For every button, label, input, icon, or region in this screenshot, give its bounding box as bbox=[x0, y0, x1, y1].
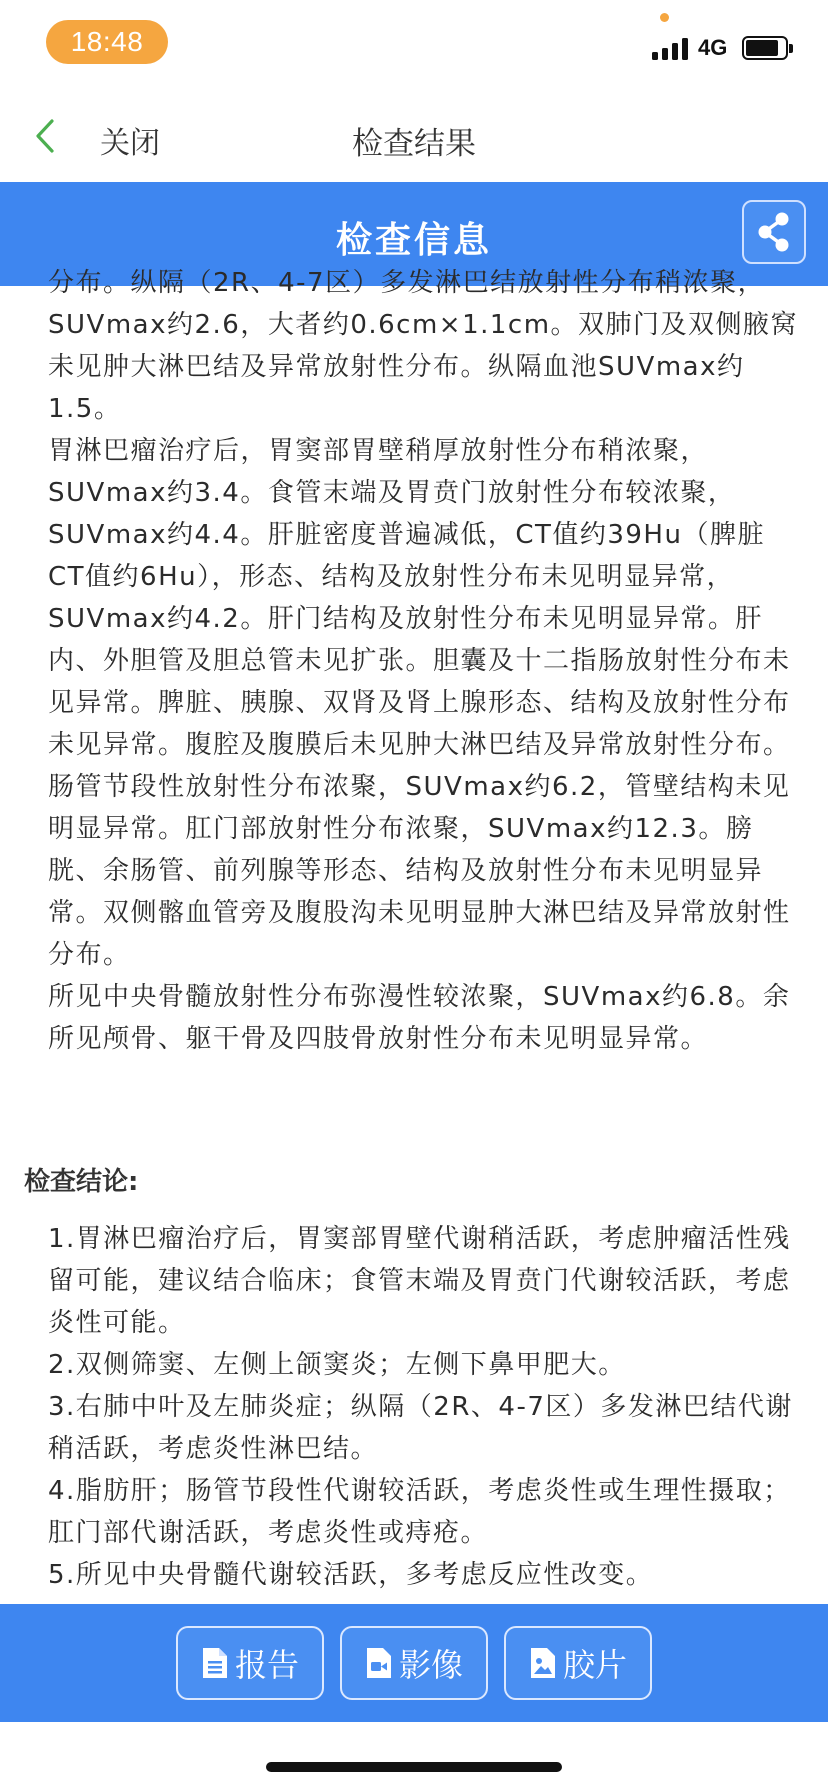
conclusion-item: 4.脂肪肝；肠管节段性代谢较活跃，考虑炎性或生理性摄取；肛门部代谢活跃，考虑炎性或痔疮。 bbox=[48, 1476, 791, 1548]
conclusion-heading: 检查结论: bbox=[24, 1167, 139, 1197]
findings-paragraph: 分布。纵隔（2R、4-7区）多发淋巴结放射性分布稍浓聚，SUVmax约2.6，大者约0.6cm×1.1cm。双肺门及双侧腋窝未见肿大淋巴结及异常放射性分布。纵隔血池SUVmax约1.5。 bbox=[48, 268, 799, 424]
report-content[interactable] bbox=[0, 268, 828, 1604]
navigation-bar bbox=[0, 90, 828, 182]
findings-section bbox=[48, 262, 800, 1060]
conclusion-item: 3.右肺中叶及左肺炎症；纵隔（2R、4-7区）多发淋巴结代谢稍活跃，考虑炎性淋巴结。 bbox=[48, 1392, 793, 1464]
network-type: 4G bbox=[698, 35, 728, 60]
report-button-label: 报告 bbox=[234, 1646, 299, 1684]
film-button-label: 胶片 bbox=[562, 1646, 627, 1684]
section-title: 检查信息 bbox=[335, 220, 492, 261]
findings-paragraph: 肠管节段性放射性分布浓聚，SUVmax约6.2，管壁结构未见明显异常。肛门部放射性分布浓聚，SUVmax约12.3。膀胱、余肠管、前列腺等形态、结构及放射性分布未见明显异常。双侧髂血管旁及腹股沟未见明显肿大淋巴结及异常放射性分布。 bbox=[48, 772, 791, 970]
findings-paragraph: 所见中央骨髓放射性分布弥漫性较浓聚，SUVmax约6.8。余所见颅骨、躯干骨及四肢骨放射性分布未见明显异常。 bbox=[48, 982, 791, 1054]
status-bar bbox=[0, 0, 828, 90]
action-bar bbox=[0, 1604, 828, 1722]
conclusion-item: 5.所见中央骨髓代谢较活跃，多考虑反应性改变。 bbox=[48, 1560, 654, 1590]
home-indicator[interactable] bbox=[266, 1762, 562, 1772]
conclusion-item: 1.胃淋巴瘤治疗后，胃窦部胃壁代谢稍活跃，考虑肿瘤活性残留可能，建议结合临床；食管末端及胃贲门代谢较活跃，考虑炎性可能。 bbox=[48, 1224, 791, 1338]
image-button-label: 影像 bbox=[398, 1646, 463, 1684]
signal-strength-icon bbox=[652, 36, 690, 60]
close-button[interactable]: 关闭 bbox=[100, 126, 160, 161]
conclusions-section bbox=[48, 1218, 800, 1596]
document-icon bbox=[201, 1646, 229, 1680]
share-button[interactable] bbox=[742, 200, 806, 264]
findings-paragraph: 胃淋巴瘤治疗后，胃窦部胃壁稍厚放射性分布稍浓聚，SUVmax约3.4。食管末端及胃贲门放射性分布较浓聚，SUVmax约4.4。肝脏密度普遍减低，CT值约39Hu（脾脏CT值约6Hu），形态、结构及放射性分布未见明显异常，SUVmax约4.2。肝门结构及放射性分布未见明显异常。肝内、外胆管及胆总管未见扩张。胆囊及十二指肠放射性分布未见异常。脾脏、胰腺、双肾及肾上腺形态、结构及放射性分布未见异常。腹腔及腹膜后未见肿大淋巴结及异常放射性分布。 bbox=[48, 436, 791, 760]
video-icon bbox=[365, 1646, 393, 1680]
page-title: 检查结果 bbox=[352, 126, 476, 162]
image-icon bbox=[529, 1646, 557, 1680]
report-button[interactable] bbox=[176, 1626, 324, 1700]
battery-icon bbox=[742, 36, 788, 60]
status-time: 18:48 bbox=[46, 20, 168, 64]
image-button[interactable] bbox=[340, 1626, 488, 1700]
film-button[interactable] bbox=[504, 1626, 652, 1700]
share-icon bbox=[744, 202, 804, 262]
conclusion-item: 2.双侧筛窦、左侧上颌窦炎；左侧下鼻甲肥大。 bbox=[48, 1350, 626, 1380]
privacy-indicator-dot bbox=[660, 13, 669, 22]
